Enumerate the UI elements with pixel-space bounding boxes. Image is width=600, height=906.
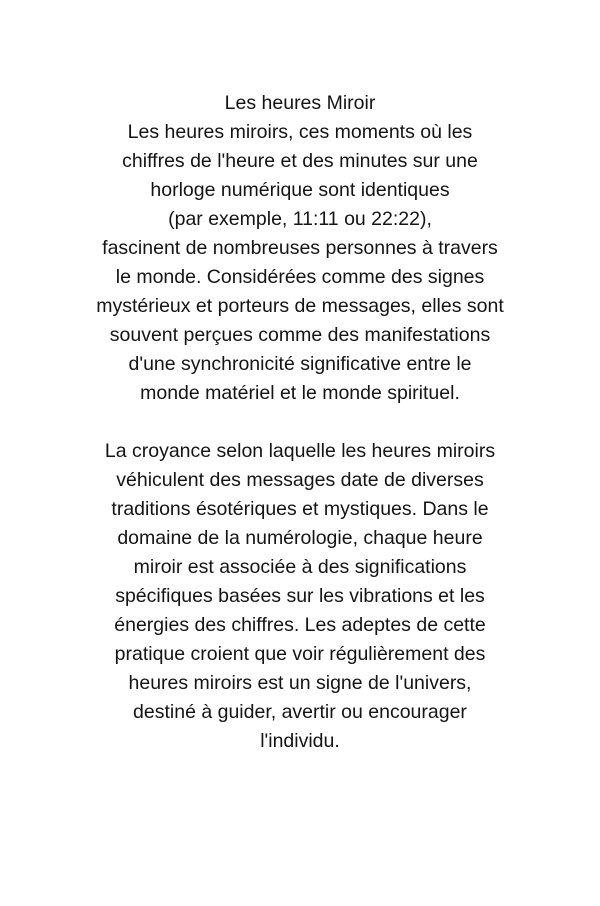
paragraph-2-line: véhiculent des messages date de diverses [116, 469, 484, 491]
paragraph-2-line: traditions ésotériques et mystiques. Dans le [111, 498, 489, 520]
paragraph-1-line: mystérieux et porteurs de messages, elles sont [96, 295, 504, 317]
paragraph-2-line: miroir est associée à des significations [133, 556, 467, 578]
paragraph-2-line: domaine de la numérologie, chaque heure [117, 527, 483, 549]
paragraph-1-line: d'une synchronicité significative entre le [128, 353, 472, 375]
paragraph-1-line: horloge numérique sont identiques [150, 179, 450, 201]
paragraph-2-line: La croyance selon laquelle les heures miroirs [104, 440, 496, 462]
document-text [40, 89, 560, 756]
paragraph-2-line: spécifiques basées sur les vibrations et les [115, 585, 485, 607]
paragraph-2-line: pratique croient que voir régulièrement des [114, 643, 486, 665]
paragraph-2-line: l'individu. [260, 730, 340, 752]
paragraph-1 [40, 118, 560, 408]
paragraph-1-line: le monde. Considérées comme des signes [115, 266, 485, 288]
paragraph-1-line: souvent perçues comme des manifestations [109, 324, 491, 346]
paragraph-2-line: énergies des chiffres. Les adeptes de cette [114, 614, 486, 636]
paragraph-1-line: fascinent de nombreuses personnes à travers [102, 237, 498, 259]
paragraph-2 [40, 437, 560, 756]
paragraph-1-line: Les heures miroirs, ces moments où les [127, 121, 473, 143]
paragraph-1-line: monde matériel et le monde spirituel. [140, 382, 460, 404]
paragraph-1-line: chiffres de l'heure et des minutes sur une [122, 150, 478, 172]
paragraph-gap [40, 408, 560, 437]
paragraph-2-line: heures miroirs est un signe de l'univers, [128, 672, 472, 694]
paragraph-1-line: (par exemple, 11:11 ou 22:22), [168, 208, 432, 230]
document-title: Les heures Miroir [224, 92, 376, 114]
paragraph-2-line: destiné à guider, avertir ou encourager [133, 701, 467, 723]
